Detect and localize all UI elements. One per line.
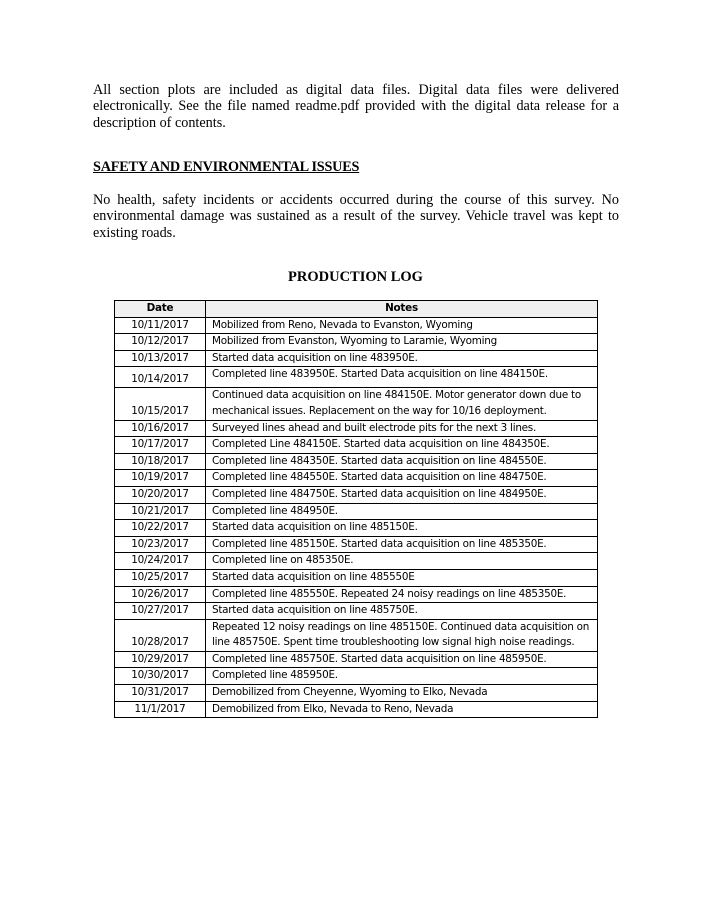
table-row: [115, 334, 598, 351]
date-cell: 10/31/2017: [115, 685, 206, 702]
date-cell: 10/16/2017: [115, 420, 206, 437]
table-row: [115, 388, 598, 420]
date-cell: 10/22/2017: [115, 520, 206, 537]
column-header-date: Date: [115, 301, 206, 318]
production-log-title: PRODUCTION LOG: [288, 269, 423, 285]
table-row: [115, 367, 598, 388]
date-cell: 10/27/2017: [115, 603, 206, 620]
notes-cell: Started data acquisition on line 485550E: [206, 569, 598, 586]
date-cell: 10/14/2017: [115, 367, 206, 388]
safety-heading: SAFETY AND ENVIRONMENTAL ISSUES: [93, 159, 360, 175]
notes-cell: Completed line 484750E. Started data acquisition on line 484950E.: [206, 486, 598, 503]
table-row: [115, 553, 598, 570]
table-row: [115, 486, 598, 503]
notes-cell: Demobilized from Elko, Nevada to Reno, Nevada: [206, 701, 598, 718]
date-cell: 10/28/2017: [115, 619, 206, 651]
notes-cell: Completed line 485750E. Started data acquisition on line 485950E.: [206, 651, 598, 668]
table-row: [115, 536, 598, 553]
notes-cell: Mobilized from Evanston, Wyoming to Laramie, Wyoming: [206, 334, 598, 351]
notes-cell: Completed line 484350E. Started data acquisition on line 484550E.: [206, 453, 598, 470]
digital-data-paragraph: All section plots are included as digital data files. Digital data files were delivered electronically. See the file named readme.pdf provided with the digital data release for a description of contents.: [93, 82, 619, 131]
date-cell: 10/30/2017: [115, 668, 206, 685]
table-row: [115, 437, 598, 454]
table-row: [115, 603, 598, 620]
notes-cell: Completed line 483950E. Started Data acquisition on line 484150E.: [206, 367, 598, 388]
notes-cell: Completed line on 485350E.: [206, 553, 598, 570]
notes-cell: Demobilized from Cheyenne, Wyoming to Elko, Nevada: [206, 685, 598, 702]
date-cell: 10/11/2017: [115, 317, 206, 334]
date-cell: 10/15/2017: [115, 388, 206, 420]
notes-cell: Completed line 485550E. Repeated 24 noisy readings on line 485350E.: [206, 586, 598, 603]
date-cell: 10/20/2017: [115, 486, 206, 503]
table-row: [115, 520, 598, 537]
table-row: [115, 317, 598, 334]
date-cell: 10/26/2017: [115, 586, 206, 603]
table-row: [115, 569, 598, 586]
table-row: [115, 420, 598, 437]
table-row: [115, 453, 598, 470]
notes-cell: Completed Line 484150E. Started data acquisition on line 484350E.: [206, 437, 598, 454]
table-row: [115, 470, 598, 487]
column-header-notes: Notes: [206, 301, 598, 318]
table-row: [115, 668, 598, 685]
table-row: [115, 503, 598, 520]
table-row: [115, 350, 598, 367]
table-row: [115, 685, 598, 702]
date-cell: 10/21/2017: [115, 503, 206, 520]
table-row: [115, 619, 598, 651]
date-cell: 10/19/2017: [115, 470, 206, 487]
date-cell: 11/1/2017: [115, 701, 206, 718]
notes-cell: Surveyed lines ahead and built electrode pits for the next 3 lines.: [206, 420, 598, 437]
table-row: [115, 651, 598, 668]
notes-cell: Mobilized from Reno, Nevada to Evanston, Wyoming: [206, 317, 598, 334]
date-cell: 10/29/2017: [115, 651, 206, 668]
notes-cell: Completed line 484950E.: [206, 503, 598, 520]
date-cell: 10/12/2017: [115, 334, 206, 351]
date-cell: 10/25/2017: [115, 569, 206, 586]
notes-cell: Started data acquisition on line 483950E.: [206, 350, 598, 367]
notes-cell: Completed line 485150E. Started data acquisition on line 485350E.: [206, 536, 598, 553]
date-cell: 10/13/2017: [115, 350, 206, 367]
date-cell: 10/24/2017: [115, 553, 206, 570]
notes-cell: Completed line 485950E.: [206, 668, 598, 685]
notes-cell: Started data acquisition on line 485150E.: [206, 520, 598, 537]
table-header-row: [115, 301, 598, 318]
notes-cell: Repeated 12 noisy readings on line 485150E. Continued data acquisition on line 485750E. Spent time troubleshooting low signal high noise readings.: [206, 619, 598, 651]
table-row: [115, 586, 598, 603]
production-log-table: [114, 300, 598, 718]
table-row: [115, 701, 598, 718]
notes-cell: Started data acquisition on line 485750E.: [206, 603, 598, 620]
date-cell: 10/17/2017: [115, 437, 206, 454]
notes-cell: Completed line 484550E. Started data acquisition on line 484750E.: [206, 470, 598, 487]
notes-cell: Continued data acquisition on line 484150E. Motor generator down due to mechanical issues. Replacement on the way for 10/16 deployment.: [206, 388, 598, 420]
date-cell: 10/23/2017: [115, 536, 206, 553]
safety-paragraph: No health, safety incidents or accidents occurred during the course of this survey. No environmental damage was sustained as a result of the survey. Vehicle travel was kept to existing roads.: [93, 192, 619, 241]
date-cell: 10/18/2017: [115, 453, 206, 470]
